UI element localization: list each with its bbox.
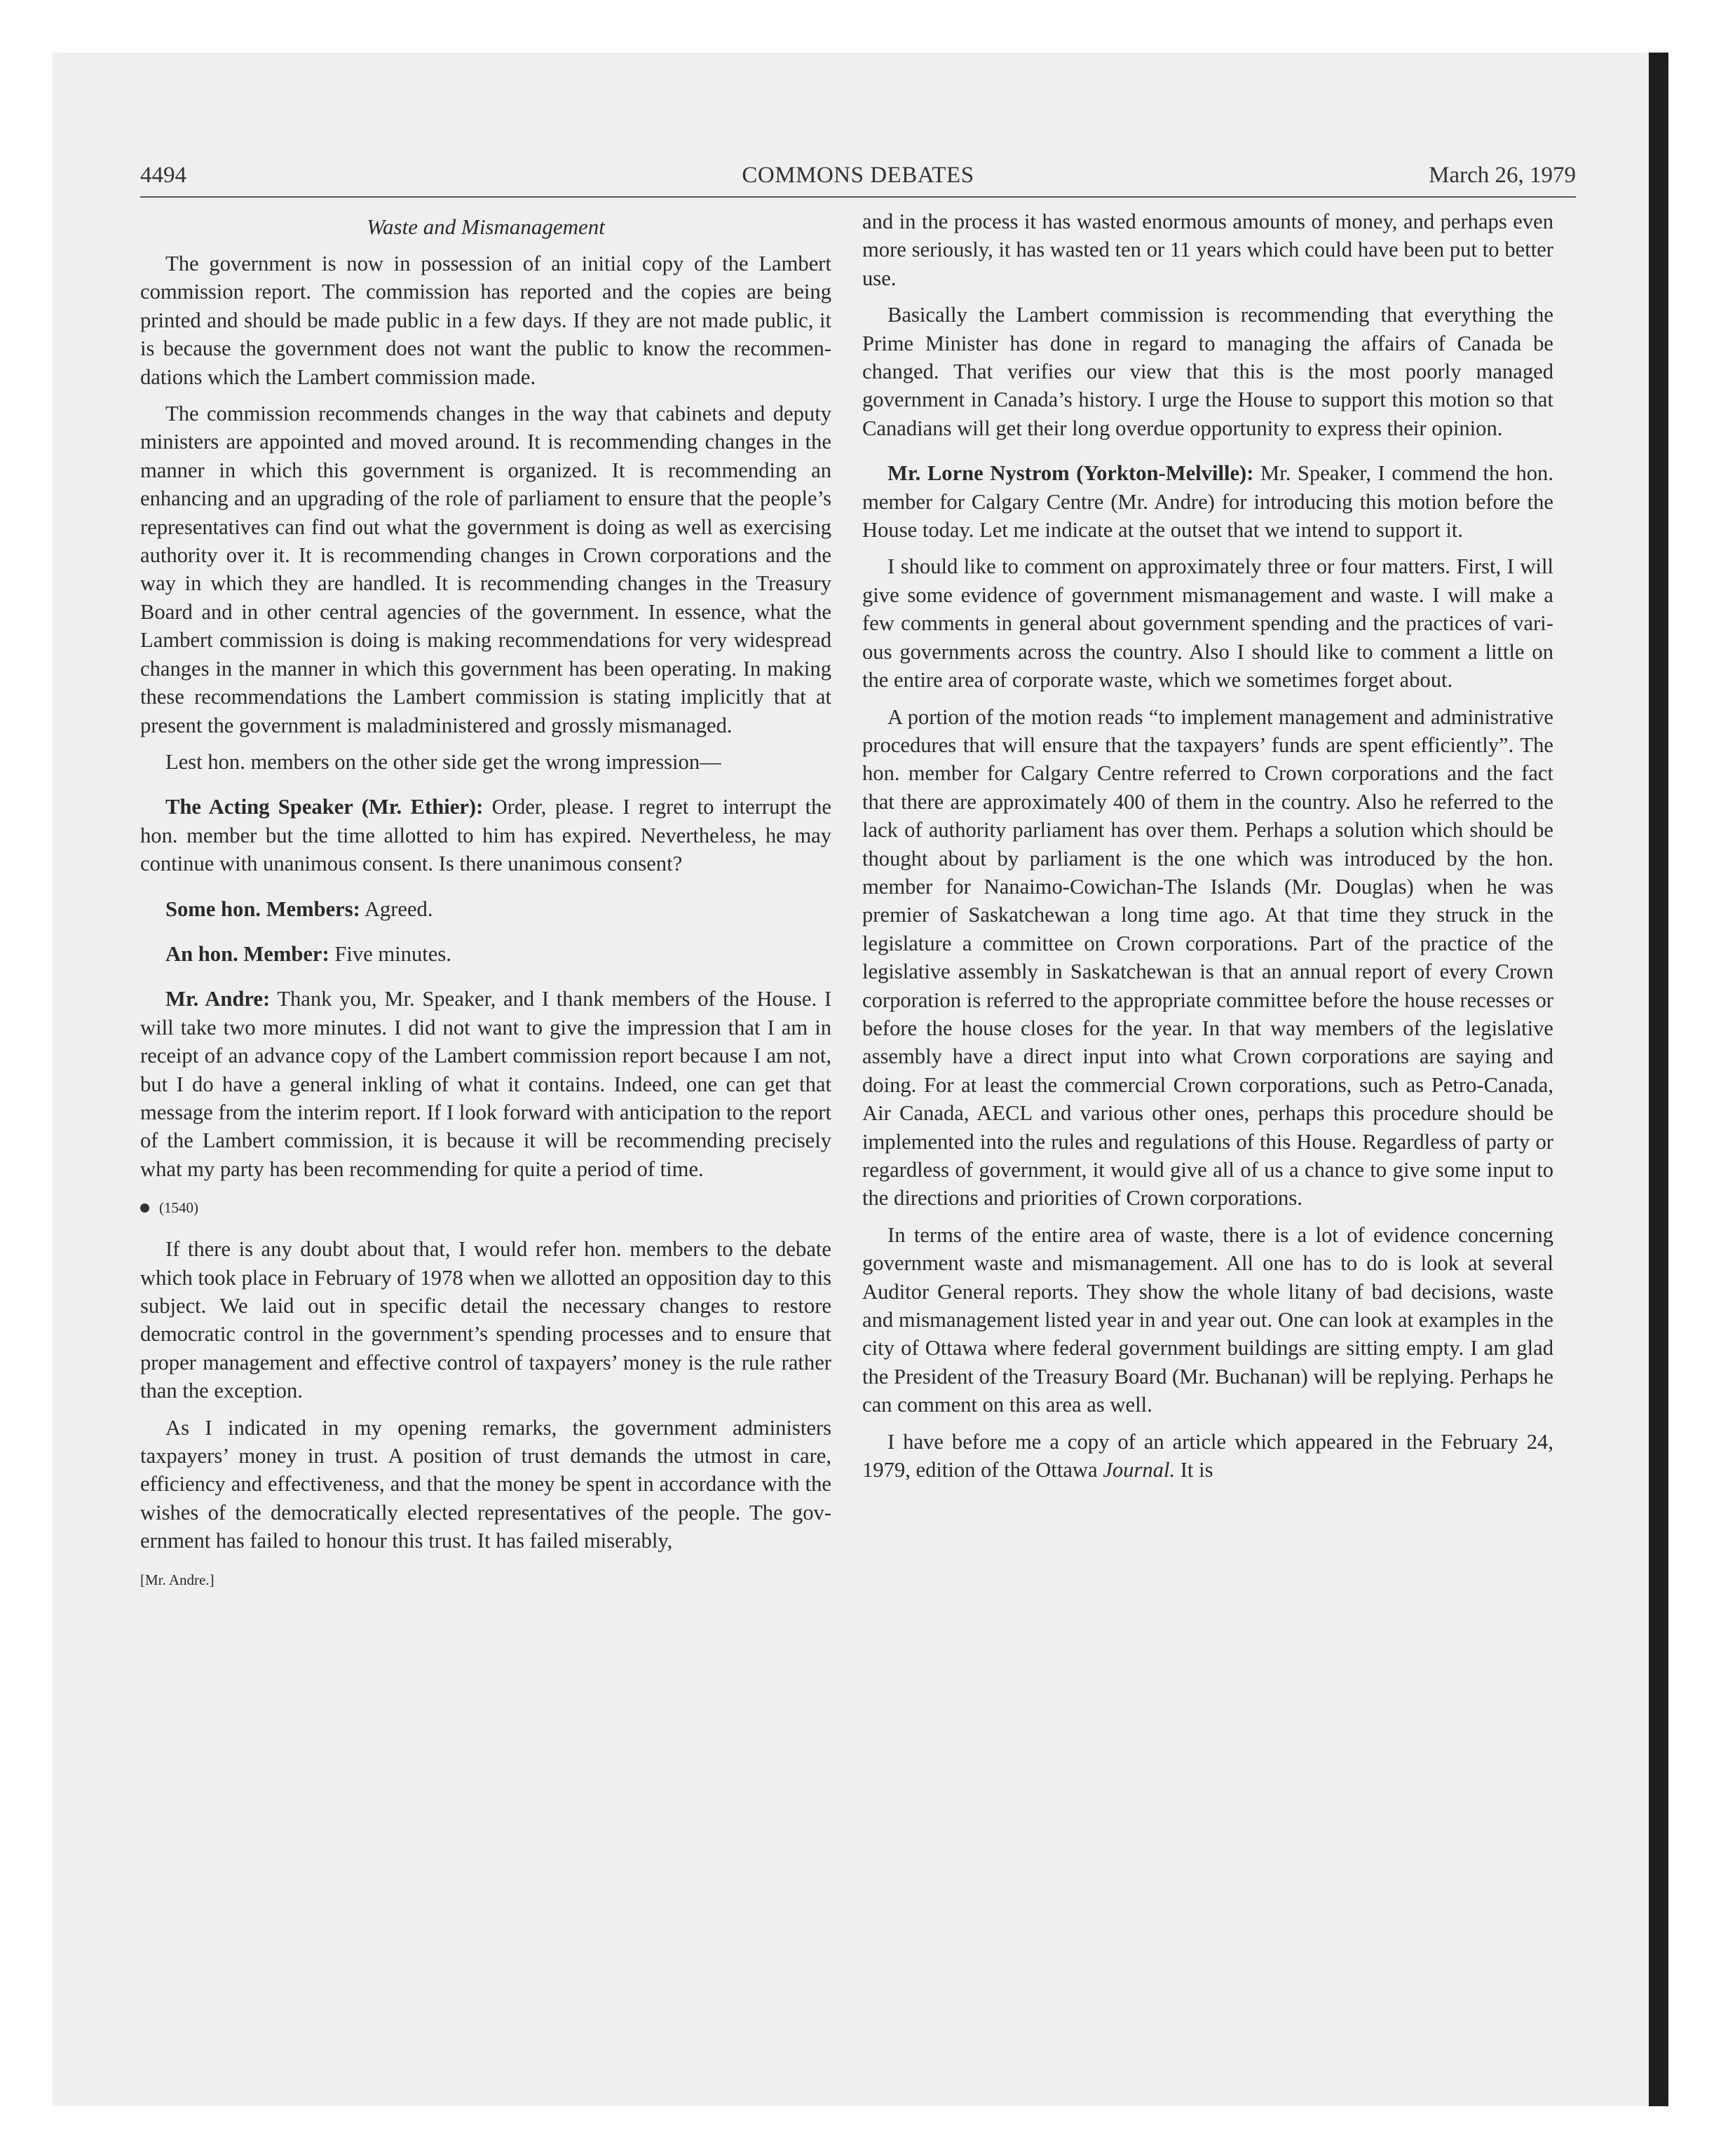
page-header [140,163,1576,196]
speaker-name: Mr. Andre: [165,987,271,1011]
paragraph: The commission recommends changes in the way that cabinets and deputy ministers are appointed and moved around. It is recommending changes in the manner in which this government is organized. It is recommending an enhancing and an upgrading of the role of parliament to ensure that the people’s representatives can find out what the government is doing as well as exercising authority over it. It is recommending changes in Crown corporations and the way in which they are handled. It is recommending changes in the Treasury Board and in other central agencies of the government. In essence, what the Lambert commission is doing is making recommendations for very widespread changes in the manner in which this government has been operating. In making these recommendations the Lambert commission is stating implicitly that at present the government is maladministered and grossly mismanaged. [140,402,831,737]
speech-text: Mr. Speaker, I commend the hon. member for Calgary Centre (Mr. Andre) for introducing this motion before the House today. Let me indicate at the outset that we intend to support it. [862,461,1553,543]
speech-text: Thank you, Mr. Speaker, and I thank members of the House. I will take two more minutes. I did not want to give the impression that I am in receipt of an advance copy of the Lambert commission report because I am not, but I do have a general inkling of what it contains. Indeed, one can get that message from the interim report. If I look forward with anticipation to the report of the Lambert commission, it is because it will be recommending precisely what my party has been recommending for quite a period of time. [140,987,832,1181]
paragraph: A portion of the motion reads “to implement management and administrative procedures that will ensure that the taxpayers’ funds are spent efficiently”. The hon. member for Calgary Centre referred to Crown corporations and the fact that there are approximately 400 of them in the country. Also he referred to the lack of authority parliament has over them. Perhaps a solution which should be thought about by parliament is the one which was introduced by the hon. member for Nanaimo-Cowichan-The Islands (Mr. Douglas) when he was premier of Saskatchewan a long time ago. At that time they struck in the legislature a committee on Crown corporations. Part of the practice of the legislative assembly in Saskatchewan is that an annual report of every Crown corporation is referred to the appropriate committee before the house recesses or before the house closes for the year. In that way members of the legislative assembly have a direct input into what Crown corporations are saying and doing. For at least the commercial Crown corporations, such as Petro-Canada, Air Canada, AECL and various other ones, perhaps this procedure should be implemented into the rules and regulations of this House. Regardless of party or regardless of government, it would give all of us a chance to give some input to the directions and priorities of Crown corporations. [862,704,1553,1210]
publication-name: Journal. [1103,1458,1176,1482]
right-column [862,207,1553,1492]
paragraph [862,1428,1553,1485]
publication-title: COMMONS DEBATES [742,163,974,188]
speaker-name: An hon. Member: [165,941,329,966]
bullet-icon [140,1203,149,1213]
section-title: Waste and Mismanagement [367,214,605,239]
header-rule [140,196,1576,198]
speech-acting-speaker [140,793,831,878]
speech-text: Agreed. [360,896,433,921]
paragraph: I should like to comment on approximately three or four matters. First, I will give some evidence of government mismanagement and waste. I will make a few comments in general about government spending and the practices of various governments across the country. Also I should like to comment a little on the entire area of corporate waste, which we sometimes forget about. [862,554,1553,692]
timestamp-text: (1540) [159,1199,198,1217]
speech-text: Five minutes. [329,941,451,966]
page-date: March 26, 1979 [1429,163,1576,188]
speech-text: Order, please. I regret to interrupt the hon. member but the time allotted to him has expired. Nevertheless, he may continue with unanimous consent. Is there unanimous consent? [140,795,831,876]
speaker-name: Some hon. Members: [165,896,360,921]
scan-edge-shadow [1649,53,1668,2106]
speaker-footer-tag: [Mr. Andre.] [140,1571,215,1588]
paragraph-text: It is [1175,1458,1213,1482]
paragraph: Lest hon. members on the other side get the wrong impression— [165,749,721,774]
speech-hon-member [140,940,831,968]
paragraph: The government is now in possession of an initial copy of the Lambert commission report. The commission has reported and the copies are being printed and should be made public in a few days. If they are not made public, it is because the government does not want the public to know the recommendations which the Lambert commission made. [140,252,831,389]
paragraph: In terms of the entire area of waste, there is a lot of evidence concerning government waste and mismanagement. All one has to do is look at several Auditor General reports. They show the whole litany of bad decisions, waste and mismanagement listed year in and year out. One can look at examples in the city of Ottawa where federal government buildings are sitting empty. I am glad the President of the Treasury Board (Mr. Buchanan) will be replying. Perhaps he can comment on this area as well. [862,1222,1553,1417]
page-number: 4494 [140,163,186,188]
speech-mr-andre [140,985,831,1183]
timestamp-marker [140,1197,831,1218]
paragraph: If there is any doubt about that, I would refer hon. members to the debate which took place in February of 1978 when we allotted an opposition day to this subject. We laid out in specific detail the necessary changes to restore democratic control in the government’s spending processes and to ensure that proper management and effective control of taxpayers’ money is the rule rather than the exception. [140,1237,831,1403]
left-column [140,207,831,1590]
paragraph-text: I have before me a copy of an article which appeared in the February 24, 1979, edition of the Ottawa [862,1429,1553,1482]
speaker-name: Mr. Lorne Nystrom (Yorkton-Melville): [887,461,1254,486]
speech-mr-nystrom [862,459,1553,544]
speaker-name: The Acting Speaker (Mr. Ethier): [165,795,484,819]
paragraph-continued: and in the process it has wasted enormous amounts of money, and perhaps even more seriously, it has wasted ten or 11 years which could have been put to better use. [862,210,1553,290]
speech-some-members [140,895,831,923]
paragraph: Basically the Lambert commission is recommending that everything the Prime Minister has done in regard to managing the affairs of Canada be changed. That verifies our view that this is the most poorly managed government in Canada’s history. I urge the House to support this motion so that Canadians will get their long overdue opportunity to express their opinion. [862,303,1553,440]
paragraph: As I indicated in my opening remarks, the government administers taxpayers’ money in trust. A position of trust demands the utmost in care, efficiency and effectiveness, and that the money be spent in accordance with the wishes of the democratically elected representatives of the people. The government has failed to honour this trust. It has failed miserably, [140,1415,831,1553]
